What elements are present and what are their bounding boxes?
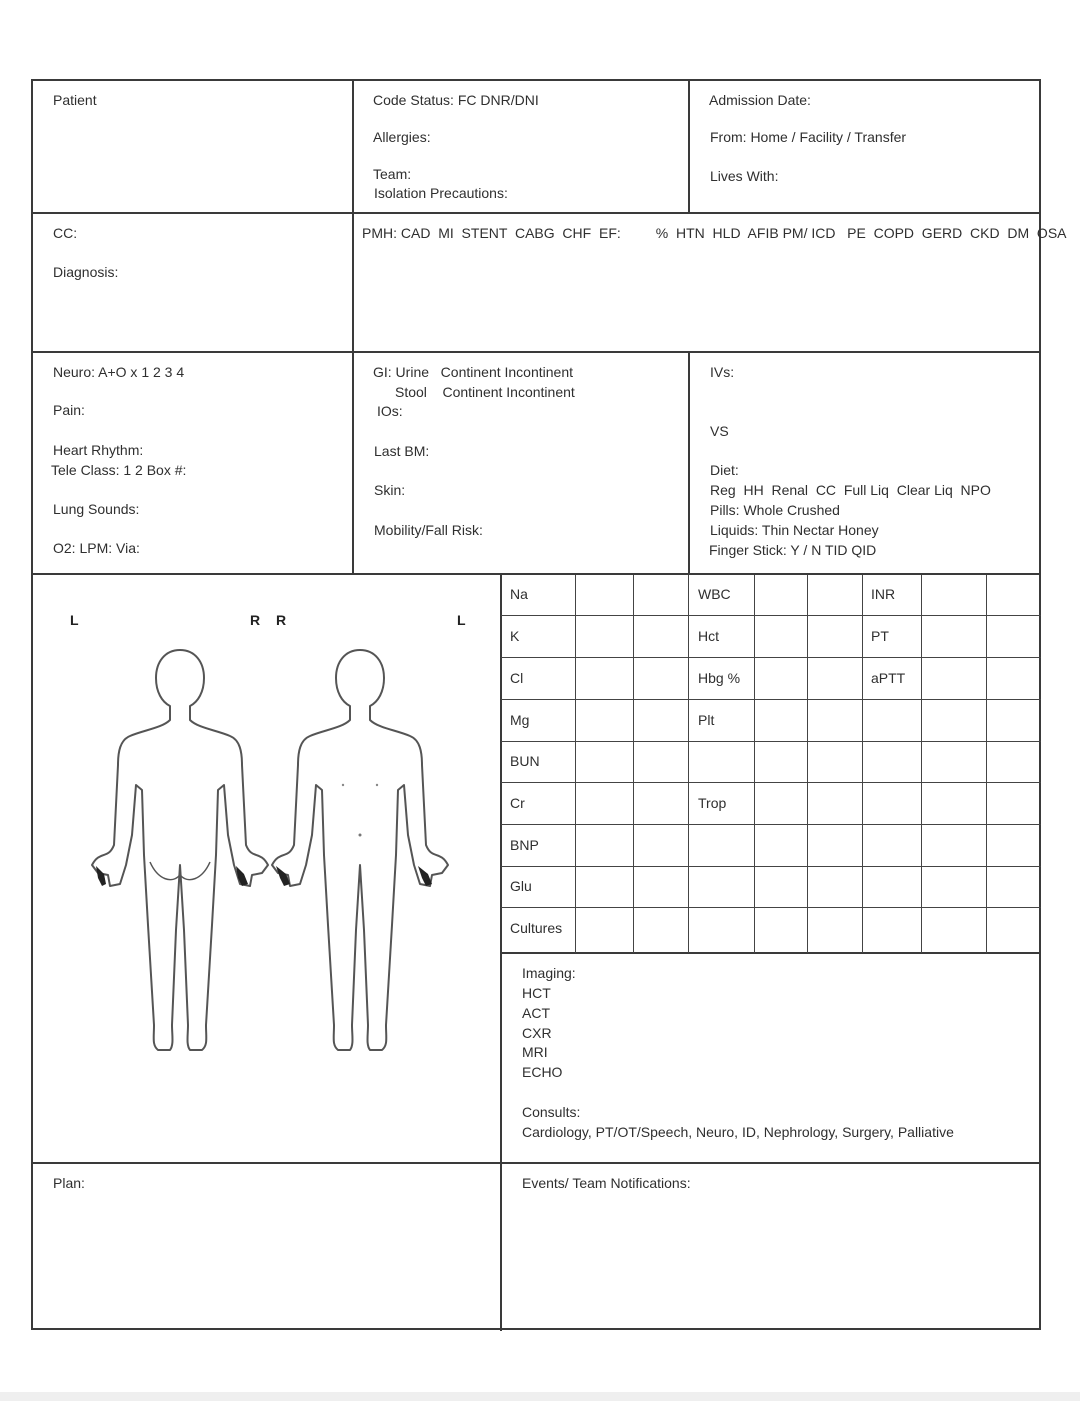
- heart-rhythm-label: Heart Rhythm:: [53, 442, 144, 458]
- divider-col-2a: [688, 79, 690, 214]
- imaging-item-act: ACT: [522, 1005, 550, 1021]
- gi-urine-label: GI: Urine Continent Incontinent: [373, 364, 573, 380]
- lab-label-chem: K: [510, 628, 520, 644]
- pain-label: Pain:: [53, 402, 85, 418]
- divider-history: [31, 351, 1041, 353]
- imaging-item-mri: MRI: [522, 1044, 548, 1060]
- divider-header: [31, 212, 1041, 214]
- body-right-label-1: R: [250, 612, 261, 628]
- imaging-item-cxr: CXR: [522, 1025, 552, 1041]
- team-label: Team:: [373, 166, 412, 182]
- divider-imaging: [501, 952, 1041, 954]
- lab-label-cbc: Trop: [698, 795, 727, 811]
- divider-col-2b: [688, 351, 690, 575]
- neuro-label: Neuro: A+O x 1 2 3 4: [53, 364, 185, 380]
- lab-label-chem: BNP: [510, 837, 539, 853]
- events-label: Events/ Team Notifications:: [522, 1175, 691, 1191]
- body-figure-front: [272, 650, 448, 1050]
- diet-label: Diet:: [710, 462, 739, 478]
- body-diagram: [40, 640, 480, 1070]
- pills-label: Pills: Whole Crushed: [710, 502, 840, 518]
- divider-labs-left: [500, 573, 502, 1331]
- divider-plan: [31, 1162, 1041, 1164]
- imaging-item-echo: ECHO: [522, 1064, 563, 1080]
- body-left-label-2: L: [457, 612, 466, 628]
- skin-label: Skin:: [374, 482, 406, 498]
- lab-label-coag: PT: [871, 628, 889, 644]
- ios-label: IOs:: [377, 403, 403, 419]
- divider-col-1: [352, 79, 354, 575]
- lab-label-chem: Cultures: [510, 920, 563, 936]
- ivs-label: IVs:: [710, 364, 735, 380]
- lab-label-chem: BUN: [510, 753, 540, 769]
- body-right-label-2: R: [276, 612, 287, 628]
- diet-options: Reg HH Renal CC Full Liq Clear Liq NPO: [710, 482, 991, 498]
- lab-label-chem: Mg: [510, 712, 530, 728]
- pmh-label: PMH: CAD MI STENT CABG CHF EF: % HTN HLD AFIB PM/ ICD PE COPD GERD CKD DM OSA: [362, 225, 1067, 241]
- last-bm-label: Last BM:: [374, 443, 430, 459]
- mobility-label: Mobility/Fall Risk:: [374, 522, 483, 538]
- lab-label-chem: Na: [510, 586, 528, 602]
- body-left-label-1: L: [70, 612, 79, 628]
- lung-sounds-label: Lung Sounds:: [53, 501, 140, 517]
- vs-label: VS: [710, 423, 729, 439]
- o2-label: O2: LPM: Via:: [53, 540, 140, 556]
- patient-label: Patient: [53, 92, 97, 108]
- tele-class-label: Tele Class: 1 2 Box #:: [51, 462, 187, 478]
- diagnosis-label: Diagnosis:: [53, 264, 119, 280]
- consults-list: Cardiology, PT/OT/Speech, Neuro, ID, Nephrology, Surgery, Palliative: [522, 1124, 954, 1140]
- lives-with-label: Lives With:: [710, 168, 779, 184]
- plan-label: Plan:: [53, 1175, 85, 1191]
- consults-title: Consults:: [522, 1104, 581, 1120]
- imaging-title: Imaging:: [522, 965, 576, 981]
- lab-label-chem: Cl: [510, 670, 524, 686]
- from-label: From: Home / Facility / Transfer: [710, 129, 907, 145]
- body-figure-back: [92, 650, 268, 1050]
- isolation-label: Isolation Precautions:: [374, 185, 508, 201]
- allergies-label: Allergies:: [373, 129, 431, 145]
- lab-label-coag: aPTT: [871, 670, 906, 686]
- lab-label-cbc: Plt: [698, 712, 715, 728]
- page-bottom-edge: [0, 1392, 1080, 1401]
- lab-label-cbc: Hbg %: [698, 670, 741, 686]
- liquids-label: Liquids: Thin Nectar Honey: [710, 522, 879, 538]
- gi-stool-label: Stool Continent Incontinent: [395, 384, 575, 400]
- lab-label-chem: Cr: [510, 795, 525, 811]
- lab-label-cbc: WBC: [698, 586, 731, 602]
- admission-date-label: Admission Date:: [709, 92, 811, 108]
- lab-label-coag: INR: [871, 586, 896, 602]
- lab-label-cbc: Hct: [698, 628, 719, 644]
- imaging-item-hct: HCT: [522, 985, 551, 1001]
- finger-stick-label: Finger Stick: Y / N TID QID: [709, 542, 877, 558]
- cc-label: CC:: [53, 225, 78, 241]
- divider-systems: [31, 573, 1041, 575]
- lab-label-chem: Glu: [510, 878, 532, 894]
- code-status-label: Code Status: FC DNR/DNI: [373, 92, 539, 108]
